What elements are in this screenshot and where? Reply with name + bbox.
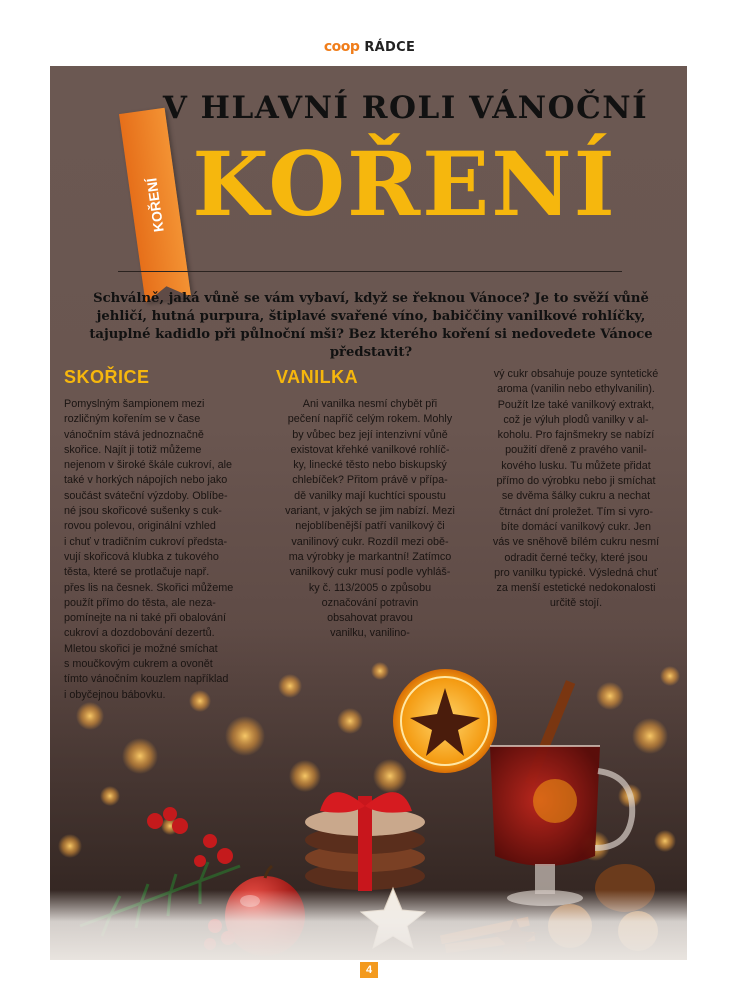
headline-line2: KOŘENÍ <box>192 132 617 236</box>
coop-logo: coop <box>323 39 360 55</box>
snow-layer <box>50 890 687 960</box>
title-divider <box>118 271 622 272</box>
section-label: RÁDCE <box>364 39 416 55</box>
lead-paragraph: Schválně, jaká vůně se vám vybaví, když se řeknou Vánoce? Je to svěží vůně jehličí, hutná purpura, štiplavé svařené víno, babiččiny vanilkové rohlíčky, tajuplné kadidlo při půlnoční mši? Bez kterého koření si nedovedete Vánoce představit? <box>89 291 653 360</box>
heading-vanilka: VANILKA <box>276 367 359 387</box>
text-skorice: Pomyslným šampionem mezi rozličným kořením se v čase vánočním stává jednoznačně skořice. Najít ji totiž můžeme nejenom v široké škále cukroví, ale také v horkých nápojích nebo jako součást sváteční výzdoby. Oblíbe- né jsou skořicové sušenky s cuk- rovou polevou, originální vzhled i chuť v tradičním cukroví předsta- vují skořicová klubka z tukového těsta, které se protlačuje např. přes lis na česnek. Skořici můžeme použít přímo do těsta, ale neza- pomínejte na ni také při obalování cukroví a dozdobování dezertů. Mletou skořici je možné smíchat s moučkovým cukrem a ovonět tímto vánočním kouzlem například i obyčejnou bábovku. <box>64 398 234 701</box>
headline-line1: V HLAVNÍ ROLI VÁNOČNÍ <box>162 90 649 126</box>
orange-slice <box>393 669 497 773</box>
cookie-stack <box>305 792 425 891</box>
ribbon-label: KOŘENÍ <box>143 176 167 234</box>
heading-skorice: SKOŘICE <box>64 367 150 387</box>
page-number: 4 <box>360 962 378 978</box>
text-vanilka-continued: vý cukr obsahuje pouze syntetické aroma (vanilin nebo ethylvanilin). Použít lze také vanilkový extrakt, což je výluh plodů vanilky v al- koholu. Pro fajnšmekry se nabízí použití dřeně z pravého vanil- kového lusku. Tu můžete přidat přímo do výrobku nebo ji smíchat se dvěma šálky cukru a nechat čtrnáct dní proležet. Tím si vyro- bíte domácí vanilkový cukr. Jen vás ve sněhově bílém cukru nesmí odradit černé tečky, které jsou pro vanilku typické. Výsledná chuť za menší estetické nedokonalosti určitě stojí. <box>492 368 660 610</box>
text-vanilka: Ani vanilka nesmí chybět při pečení napříč celým rokem. Mohly by vůbec bez její intenzivní vůně existovat křehké vanilkové rohlíč- ky, linecké těsto nebo biskupský chlebíček? Přitom právě v přípa- dě vanilky mají kuchtíci spoustu variant, v jakých se jim nabízí. Mezi nejoblíbenější patří vanilkový či vanilinový cukr. Rozdíl mezi obě- ma výrobky je markantní! Zatímco vanilkový cukr musí podle vyhláš- ky č. 113/2005 o způsobu označování potravin obsahovat pravou vanilku, vanilino- <box>285 398 455 640</box>
page-header <box>0 36 739 58</box>
